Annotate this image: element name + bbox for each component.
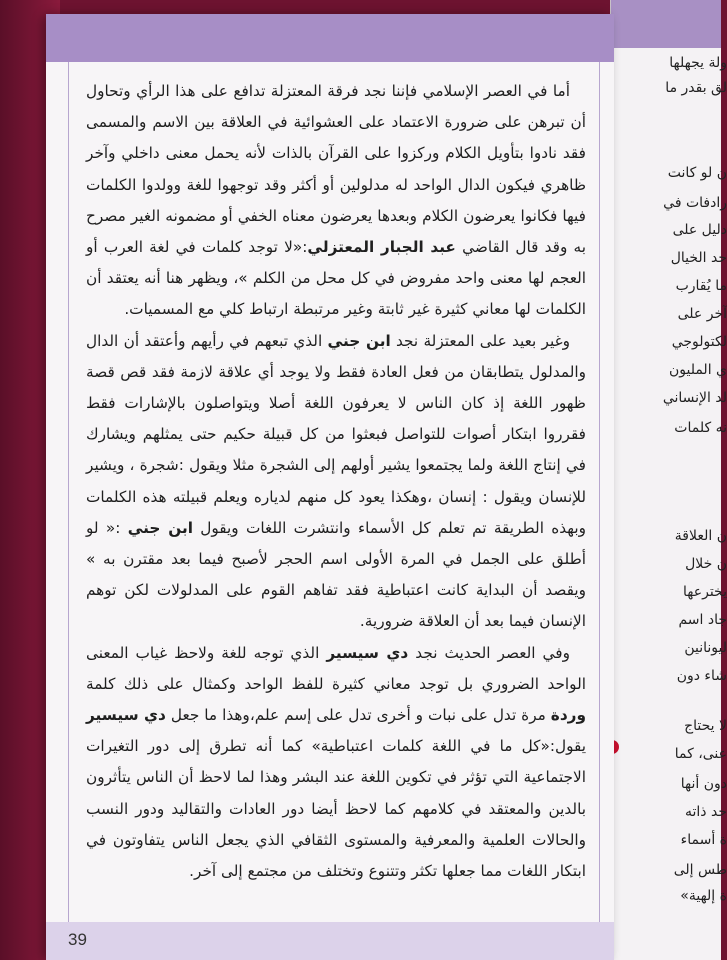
text-run: وفي العصر الحديث نجد: [408, 643, 570, 662]
bold-name: ابن جني: [127, 518, 193, 537]
next-page-line: جاد اسم: [678, 612, 727, 628]
next-page-line: ن خلال: [685, 556, 727, 572]
bold-name: ابن جني: [327, 331, 391, 350]
page-body-text: [86, 76, 586, 887]
next-page-line: حد ذاته: [685, 804, 727, 820]
text-run: يقول:«كل ما في اللغة كلمات اعتباطية» كما أنه تطرق إلى دور التغيرات الاجتماعية التي تؤثر في تكوين اللغة عند البشر وهذا لما لاحظ أن الناس يتأثرون بالدين والمعتقد في كلامهم كما لاحظ أيضا دور العادات والتقاليد ودور النسب والحالات العلمية والمعرفية والمستوى الثقافي الذي يجعل الناس يتفاوتون في ابتكار اللغات مما جعلها تكثر وتتنوع وتختلف من مجتمع إلى آخر.: [86, 737, 586, 881]
next-page-line: رادفات في: [663, 195, 727, 211]
next-page-line: شاء دون: [676, 668, 727, 684]
paragraph: [86, 638, 586, 888]
paragraph: [86, 326, 586, 638]
next-page-line: ن لو كانت: [667, 165, 727, 181]
bold-name: وردة: [550, 706, 586, 725]
text-run: وغير بعيد على المعتزلة نجد: [390, 331, 571, 350]
next-page-line: لكتولوجي: [671, 334, 727, 350]
next-page-line: ة إلهية»: [680, 888, 727, 904]
next-page-line: ليونانين: [684, 640, 727, 656]
next-page-line: لا يحتاج: [684, 718, 727, 734]
text-run: :«لا توجد كلمات في لغة العرب أو العجم لها معنى واحد مفروض في كل محل من الكلم »، ويظهر هنا أنه يعتقد أن الكلمات لها معاني كثيرة غير ثابتة وغير مرتبطة ارتباط كلي مع المسميات.: [86, 238, 586, 319]
book-page: [46, 14, 614, 960]
next-page-line: ما يُقارب: [675, 278, 727, 294]
next-page: [610, 0, 727, 960]
next-page-line: لد الإنساني: [662, 390, 727, 406]
next-page-line: نه كلمات: [674, 420, 727, 436]
paragraph: [86, 76, 586, 326]
bold-name: دي سيسير: [326, 643, 409, 662]
next-page-line: عنى، كما: [674, 746, 727, 762]
next-page-line: حد الخيال: [670, 250, 727, 266]
text-run: الذي توجه للغة ولاحظ غياب المعنى الواحد الضروري بل توجد معاني كثيرة للفظ الواحد وكمثال على ذلك كلمة: [86, 643, 586, 693]
text-run: الذي تبعهم في رأيهم وأعتقد أن الدال والمدلول يتطابقان من فعل العادة فقط ولا يوجد أي علاقة لازمة فقد قص قصة ظهور اللغة إذ كان الناس لا يعرفون اللغة أصلا ويتواصلون بالإشارات فقط فقرروا ابتكار أصوات للتواصل فبعثوا من كل قبيلة حكيم حتى يمثلهم ويشارك في إنتاج اللغة ولما يجتمعوا يشير أولهم إلى الشجرة مثلا ويقول :شجرة ، ويشير للإنسان ويقول : إنسان ،وهكذا يعود كل منهم لدياره ويعلم قبيلته هذه الكلمات وبهذه الطريقة تم تعلم كل الأسماء وانتشرت اللغات ويقول: [86, 331, 586, 537]
next-page-line: آخر على: [677, 306, 727, 322]
next-page-line: يخترعها: [683, 584, 727, 600]
page-number: 39: [68, 930, 87, 949]
text-run: مرة تدل على نبات و أخرى تدل على إسم علم،وهذا ما جعل: [165, 706, 551, 725]
next-page-line: ة أسماء: [680, 832, 727, 848]
next-page-line: دون أنها: [680, 776, 727, 792]
text-run: :« لو أطلق على الجمل في المرة الأولى اسم الحجر لأصبح فيما بعد مقترن به » ويقصد أن البداية كانت اعتباطية فقد تفاهم القوم على المدلولات لكن توهم الإنسان فيما بعد أن العلاقة ضرورية.: [86, 518, 586, 631]
bold-name: عبد الجبار المعتزلي: [307, 238, 456, 257]
next-page-line: ي المليون: [668, 362, 727, 378]
next-page-line: دليل على: [672, 222, 727, 238]
next-page-line: ولة يجهلها: [669, 55, 727, 71]
page-footer-band: [46, 922, 614, 960]
next-page-line: طس إلى: [673, 862, 727, 878]
text-run: أما في العصر الإسلامي فإننا نجد فرقة المعتزلة تدافع على هذا الرأي وتحاول أن تبرهن على ضرورة الاعتماد على العشوائية في العلاقة بين الاسم والمسمى فقد نادوا بتأويل الكلام وركزوا على القرآن بالذات لأنه يحمل معنى داخلي وآخر ظاهري فيكون الدال الواحد له مدلولين أو أكثر وقد توجهوا للغة وولدوا الكلمات فيها فكانوا يعرضون الكلام وبعدها يعرضون معناه الخفي أو مضمونه الغير مصرح به وقد قال القاضي: [86, 82, 586, 257]
next-page-line: ن العلاقة: [674, 528, 727, 544]
bold-name: دي سيسير: [86, 706, 166, 725]
page-header-band: [46, 14, 614, 62]
next-page-line: لق بقدر ما: [665, 80, 727, 96]
next-page-header-band: [611, 0, 721, 48]
